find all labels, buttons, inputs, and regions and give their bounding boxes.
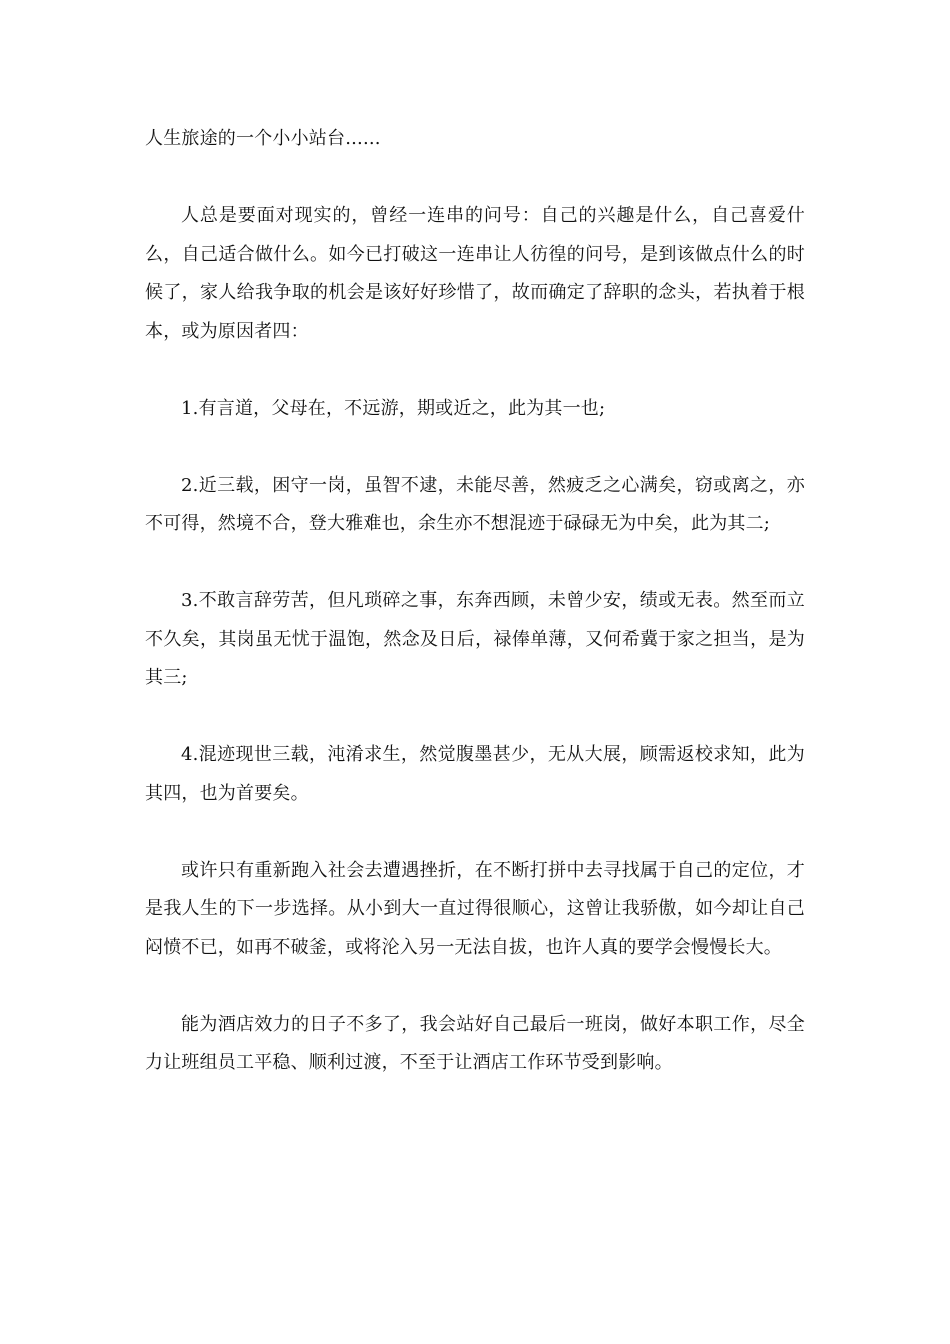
paragraph-reason-4: 4.混迹现世三载，沌淆求生，然觉腹墨甚少，无从大展，顾需返校求知，此为其四，也为首要矣。: [145, 744, 805, 804]
paragraph-reason-1: 1.有言道，父母在，不远游，期或近之，此为其一也;: [181, 397, 606, 419]
paragraph-closing: 能为酒店效力的日子不多了，我会站好自己最后一班岗，做好本职工作，尽全力让班组员工平稳、顺利过渡，不至于让酒店工作环节受到影响。: [145, 1013, 805, 1073]
paragraph-reason-3: 3.不敢言辞劳苦，但凡琐碎之事，东奔西顾，未曾少安，绩或无表。然至而立不久矣，其岗虽无忧于温饱，然念及日后，禄俸单薄，又何希冀于家之担当，是为其三;: [145, 590, 805, 688]
paragraph-reflection: 或许只有重新跑入社会去遭遇挫折，在不断打拼中去寻找属于自己的定位，才是我人生的下一步选择。从小到大一直过得很顺心，这曾让我骄傲，如今却让自己闷愤不已，如再不破釜，或将沦入另一无法自拔，也许人真的要学会慢慢长大。: [145, 859, 805, 958]
document-body: [145, 120, 805, 1121]
paragraph-intro: 人生旅途的一个小小站台......: [145, 128, 381, 149]
paragraph-reasons-intro: 人总是要面对现实的，曾经一连串的问号：自己的兴趣是什么，自己喜爱什么，自己适合做什么。如今已打破这一连串让人彷徨的问号，是到该做点什么的时候了，家人给我争取的机会是该好好珍惜了，故而确定了辞职的念头，若执着于根本，或为原因者四：: [145, 205, 805, 342]
paragraph-reason-2: 2.近三载，困守一岗，虽智不逮，未能尽善，然疲乏之心满矣，窃或离之，亦不可得，然境不合，登大雅难也，余生亦不想混迹于碌碌无为中矣，此为其二;: [145, 474, 805, 534]
